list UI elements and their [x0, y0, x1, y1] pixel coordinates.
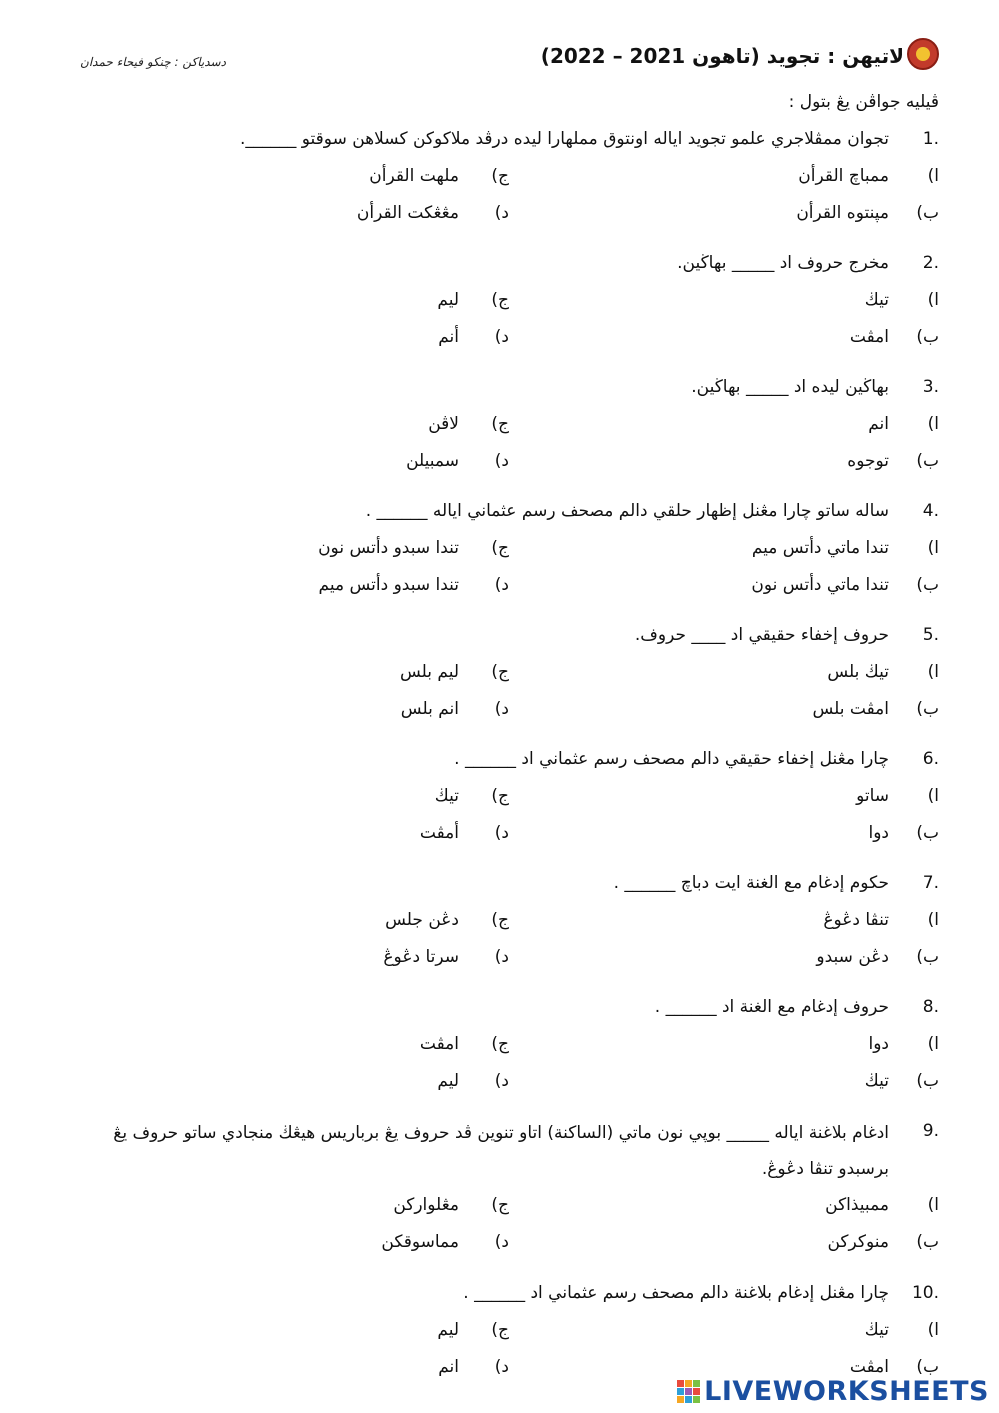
- option-d[interactable]: د) سمبيلن: [406, 451, 509, 471]
- liveworksheets-watermark: [677, 1376, 989, 1406]
- option-d[interactable]: د) تندا سبدو دأتس ميم: [318, 575, 509, 595]
- question-6: 6. چارا مڠنل إخفاء حقيقي دالم مصحف رسم عثماني اد ______ . ا) ساتو ج) تيڬ ب) دوا د) أمڤت: [69, 743, 939, 854]
- question-2: 2. مخرج حروف اد _____ بهاڬين. ا) تيڬ ج) ليم ب) امڤت د) أنم: [69, 247, 939, 358]
- option-a[interactable]: ا) دوا: [868, 1034, 939, 1054]
- option-a[interactable]: ا) تنڤا دڠوڠ: [823, 910, 939, 930]
- liveworksheets-logo-icon: [677, 1380, 700, 1403]
- page-title: لاتيهن : تجويد (تاهون 2021 – 2022): [540, 44, 904, 68]
- option-b[interactable]: ب) تندا ماتي دأتس نون: [751, 575, 939, 595]
- option-d[interactable]: د) سرتا دڠوڠ: [383, 947, 509, 967]
- option-b[interactable]: ب) امڤت بلس: [812, 699, 939, 719]
- option-d[interactable]: د) ليم: [437, 1071, 509, 1091]
- option-c[interactable]: ج) ليم: [437, 1320, 509, 1340]
- option-a[interactable]: ا) ممباچ القرأن: [798, 166, 939, 186]
- option-c[interactable]: ج) ليم: [437, 290, 509, 310]
- option-d[interactable]: د) مڠڠكت القرأن: [356, 203, 509, 223]
- option-b[interactable]: ب) منوكركن: [827, 1232, 939, 1252]
- question-1: [69, 123, 939, 234]
- option-b[interactable]: ب) مڽنتوه القرأن: [796, 203, 939, 223]
- option-c[interactable]: ج) لاڤن: [428, 414, 509, 434]
- question-9: 9. ادغام بلاغنة اياله _____ بوڽي نون ماتي (الساكنة) اتاو تنوين ڤد حروف يڠ برباريس هيڠڬ منجادي ساتو حروف يڠ برسبدو تنڤا دڠوڠ. ا) ممبيذاكن ج) مڠلواركن ب) منوكركن د) مماسوقكن: [69, 1115, 939, 1263]
- instruction-text: ڤيليه جواڤن يڠ بتول :: [788, 92, 939, 112]
- question-10: 10. چارا مڠنل إدغام بلاغنة دالم مصحف رسم عثماني اد ______ . ا) تيڬ ج) ليم ب) امڤت د) انم: [69, 1277, 939, 1388]
- question-5: 5. حروف إخفاء حقيقي اد ____ حروف. ا) تيڬ بلس ج) ليم بلس ب) امڤت بلس د) انم بلس: [69, 619, 939, 730]
- option-a[interactable]: ا) ممبيذاكن: [825, 1195, 939, 1215]
- teacher-credit: دسدياكن : چنكو فيحاء حمدان: [80, 55, 226, 69]
- option-c[interactable]: ج) تيڬ: [434, 786, 509, 806]
- option-c[interactable]: ج) ملهت القرأن: [369, 166, 509, 186]
- option-b[interactable]: ب) توجوه: [847, 451, 939, 471]
- option-d[interactable]: د) انم: [438, 1357, 509, 1377]
- option-c[interactable]: ج) ليم بلس: [399, 662, 509, 682]
- question-4: 4. ساله ساتو چارا مڠنل إظهار حلقي دالم مصحف رسم عثماني اياله ______ . ا) تندا ماتي دأتس ميم ج) تندا سبدو دأتس نون ب) تندا ماتي دأتس نون د) تندا سبدو دأتس ميم: [69, 495, 939, 606]
- question-7: 7. حكوم إدغام مع الغنة ايت دباچ ______ . ا) تنڤا دڠوڠ ج) دڠن جلس ب) دڠن سبدو د) سرتا دڠوڠ: [69, 867, 939, 978]
- watermark-text: LIVEWORKSHEETS: [704, 1375, 989, 1407]
- option-a[interactable]: ا) انم: [868, 414, 939, 434]
- option-b[interactable]: ب) امڤت: [849, 1357, 939, 1377]
- option-d[interactable]: د) أنم: [438, 327, 509, 347]
- option-d[interactable]: د) انم بلس: [400, 699, 509, 719]
- option-c[interactable]: ج) امڤت: [419, 1034, 509, 1054]
- option-c[interactable]: ج) مڠلواركن: [393, 1195, 509, 1215]
- question-3: 3. بهاڬين ليده اد _____ بهاڬين. ا) انم ج) لاڤن ب) توجوه د) سمبيلن: [69, 371, 939, 482]
- question-text: تجوان ممڤلاجري علمو تجويد اياله اونتوق مملهارا ليده درڤد ملاكوكن كسلاهن سوقتو ______.: [239, 129, 889, 149]
- option-a[interactable]: ا) تيڬ: [864, 290, 939, 310]
- option-b[interactable]: ب) امڤت: [849, 327, 939, 347]
- option-a[interactable]: ا) تيڬ بلس: [827, 662, 939, 682]
- option-c[interactable]: ج) دڠن جلس: [385, 910, 509, 930]
- option-b[interactable]: ب) دوا: [868, 823, 939, 843]
- option-b[interactable]: ب) تيڬ: [864, 1071, 939, 1091]
- question-8: 8. حروف إدغام مع الغنة اد ______ . ا) دوا ج) امڤت ب) تيڬ د) ليم: [69, 991, 939, 1102]
- option-a[interactable]: ا) تيڬ: [864, 1320, 939, 1340]
- option-d[interactable]: د) مماسوقكن: [381, 1232, 509, 1252]
- option-b[interactable]: ب) دڠن سبدو: [816, 947, 939, 967]
- question-number: 1.: [922, 129, 939, 149]
- option-d[interactable]: د) أمڤت: [419, 823, 509, 843]
- option-c[interactable]: ج) تندا سبدو دأتس نون: [318, 538, 509, 558]
- school-logo-icon: [907, 38, 939, 70]
- option-a[interactable]: ا) ساتو: [856, 786, 939, 806]
- option-a[interactable]: ا) تندا ماتي دأتس ميم: [751, 538, 939, 558]
